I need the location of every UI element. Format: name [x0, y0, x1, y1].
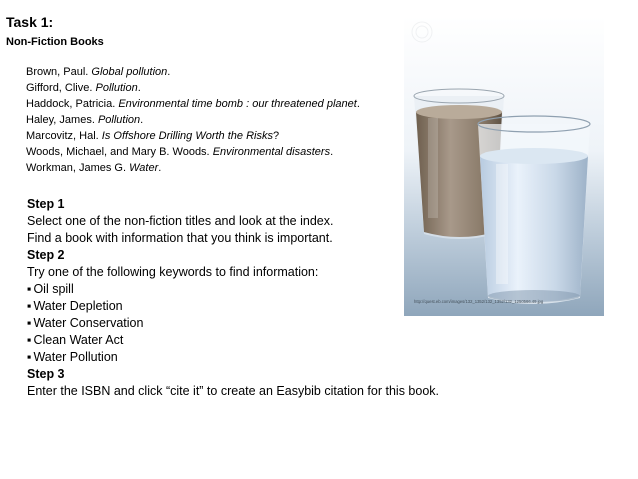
book-entry: Brown, Paul. Global pollution.	[26, 66, 171, 78]
keyword-item: ▪ Clean Water Act	[27, 332, 439, 349]
step-3-text: Enter the ISBN and click “cite it” to create an Easybib citation for this book.	[27, 384, 439, 398]
book-entry: Haley, James. Pollution.	[26, 114, 144, 126]
step-1-label: Step 1	[27, 197, 65, 211]
book-entry: Gifford, Clive. Pollution.	[26, 82, 141, 94]
keyword-item: ▪ Oil spill	[27, 281, 439, 298]
step-1-text: Find a book with information that you think is important.	[27, 231, 333, 245]
keyword-item: ▪ Water Conservation	[27, 315, 439, 332]
book-entry: Marcovitz, Hal. Is Offshore Drilling Worth the Risks?	[26, 130, 280, 142]
step-2-label: Step 2	[27, 248, 65, 262]
section-subtitle: Non-Fiction Books	[6, 36, 104, 48]
page-title: Task 1:	[6, 14, 54, 30]
book-entry: Haddock, Patricia. Environmental time bomb : our threatened planet.	[26, 98, 360, 110]
clean-water-glass	[478, 116, 590, 304]
water-glasses-photo	[404, 16, 604, 316]
book-entry: Workman, James G. Water.	[26, 162, 162, 174]
step-1-text: Select one of the non-fiction titles and look at the index.	[27, 214, 334, 228]
keyword-item: ▪ Water Pollution	[27, 349, 439, 366]
book-list	[26, 64, 360, 176]
step-2-text: Try one of the following keywords to find information:	[27, 265, 319, 279]
image-credit: http://quest.eb.com/images/132_1352/132_1352/132_1250566.49.jpg	[414, 299, 544, 304]
step-3-label: Step 3	[27, 367, 65, 381]
book-entry: Woods, Michael, and Mary B. Woods. Environmental disasters.	[26, 146, 334, 158]
keyword-item: ▪ Water Depletion	[27, 298, 439, 315]
instructions	[27, 196, 439, 400]
